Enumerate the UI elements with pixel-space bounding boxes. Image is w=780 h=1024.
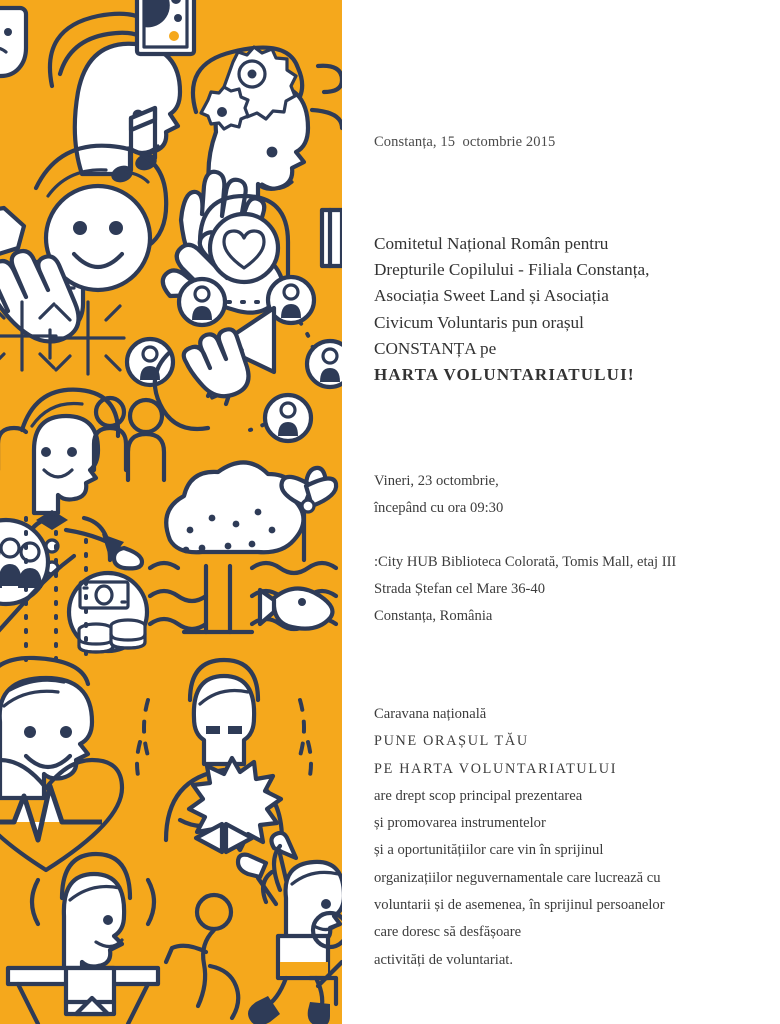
person-avatar-node-icon: [179, 279, 225, 325]
campaign-title-line-2: PE HARTA VOLUNTARIATULUI: [374, 760, 618, 777]
about-line-5: voluntarii și de asemenea, în sprijinul persoanelor: [374, 897, 665, 914]
money-coins-icon: [69, 573, 147, 652]
edge-object-icon: [322, 210, 342, 266]
illustration-collage: [0, 0, 342, 1024]
illustration-panel: [0, 0, 342, 1024]
framed-picture-icon: [137, 0, 194, 54]
city-line: Constanța, România: [374, 608, 493, 624]
text-column: [342, 0, 780, 1024]
event-time: începând cu ora 09:30: [374, 500, 504, 516]
headline-line-1: Comitetul Național Român pentru: [374, 234, 609, 253]
event-location-block: [374, 549, 774, 630]
about-line-2: și promovarea instrumentelor: [374, 815, 546, 832]
headline-emphasis: HARTA VOLUNTARIATULUI!: [374, 365, 635, 385]
event-date: Vineri, 23 octombrie,: [374, 473, 499, 489]
about-line-4: organizațiilor neguvernamentale care lucrează cu: [374, 869, 661, 886]
campaign-intro: Caravana națională: [374, 706, 487, 722]
headline-line-5: CONSTANȚA pe: [374, 338, 497, 358]
headline-block: [374, 231, 754, 388]
date-line: Constanța, 15 octombrie 2015: [374, 134, 556, 150]
person-avatar-node-icon: [265, 395, 311, 441]
street-line: Strada Ștefan cel Mare 36-40: [374, 581, 546, 597]
venue-line: :City HUB Biblioteca Colorată, Tomis Mall, etaj III: [374, 554, 677, 570]
about-line-7: activități de voluntariat.: [374, 951, 513, 968]
headline-line-3: Asociația Sweet Land și Asociația: [374, 286, 609, 306]
about-line-6: care doresc să desfășoare: [374, 924, 522, 941]
about-line-3: și a oportunitățiilor care vin în sprijinul: [374, 842, 604, 859]
person-avatar-node-icon: [127, 339, 173, 385]
headline-line-2: Drepturile Copilului - Filiala Constanța,: [374, 260, 650, 280]
person-avatar-node-icon: [307, 341, 342, 387]
about-line-1: are drept scop principal prezentarea: [374, 787, 583, 804]
headline-line-4: Civicum Voluntaris pun orașul: [374, 312, 584, 332]
about-block: [374, 701, 774, 974]
event-datetime-block: [374, 468, 503, 522]
campaign-title-line-1: PUNE ORAȘUL TĂU: [374, 733, 529, 750]
sparkle-icon: [52, 302, 124, 374]
